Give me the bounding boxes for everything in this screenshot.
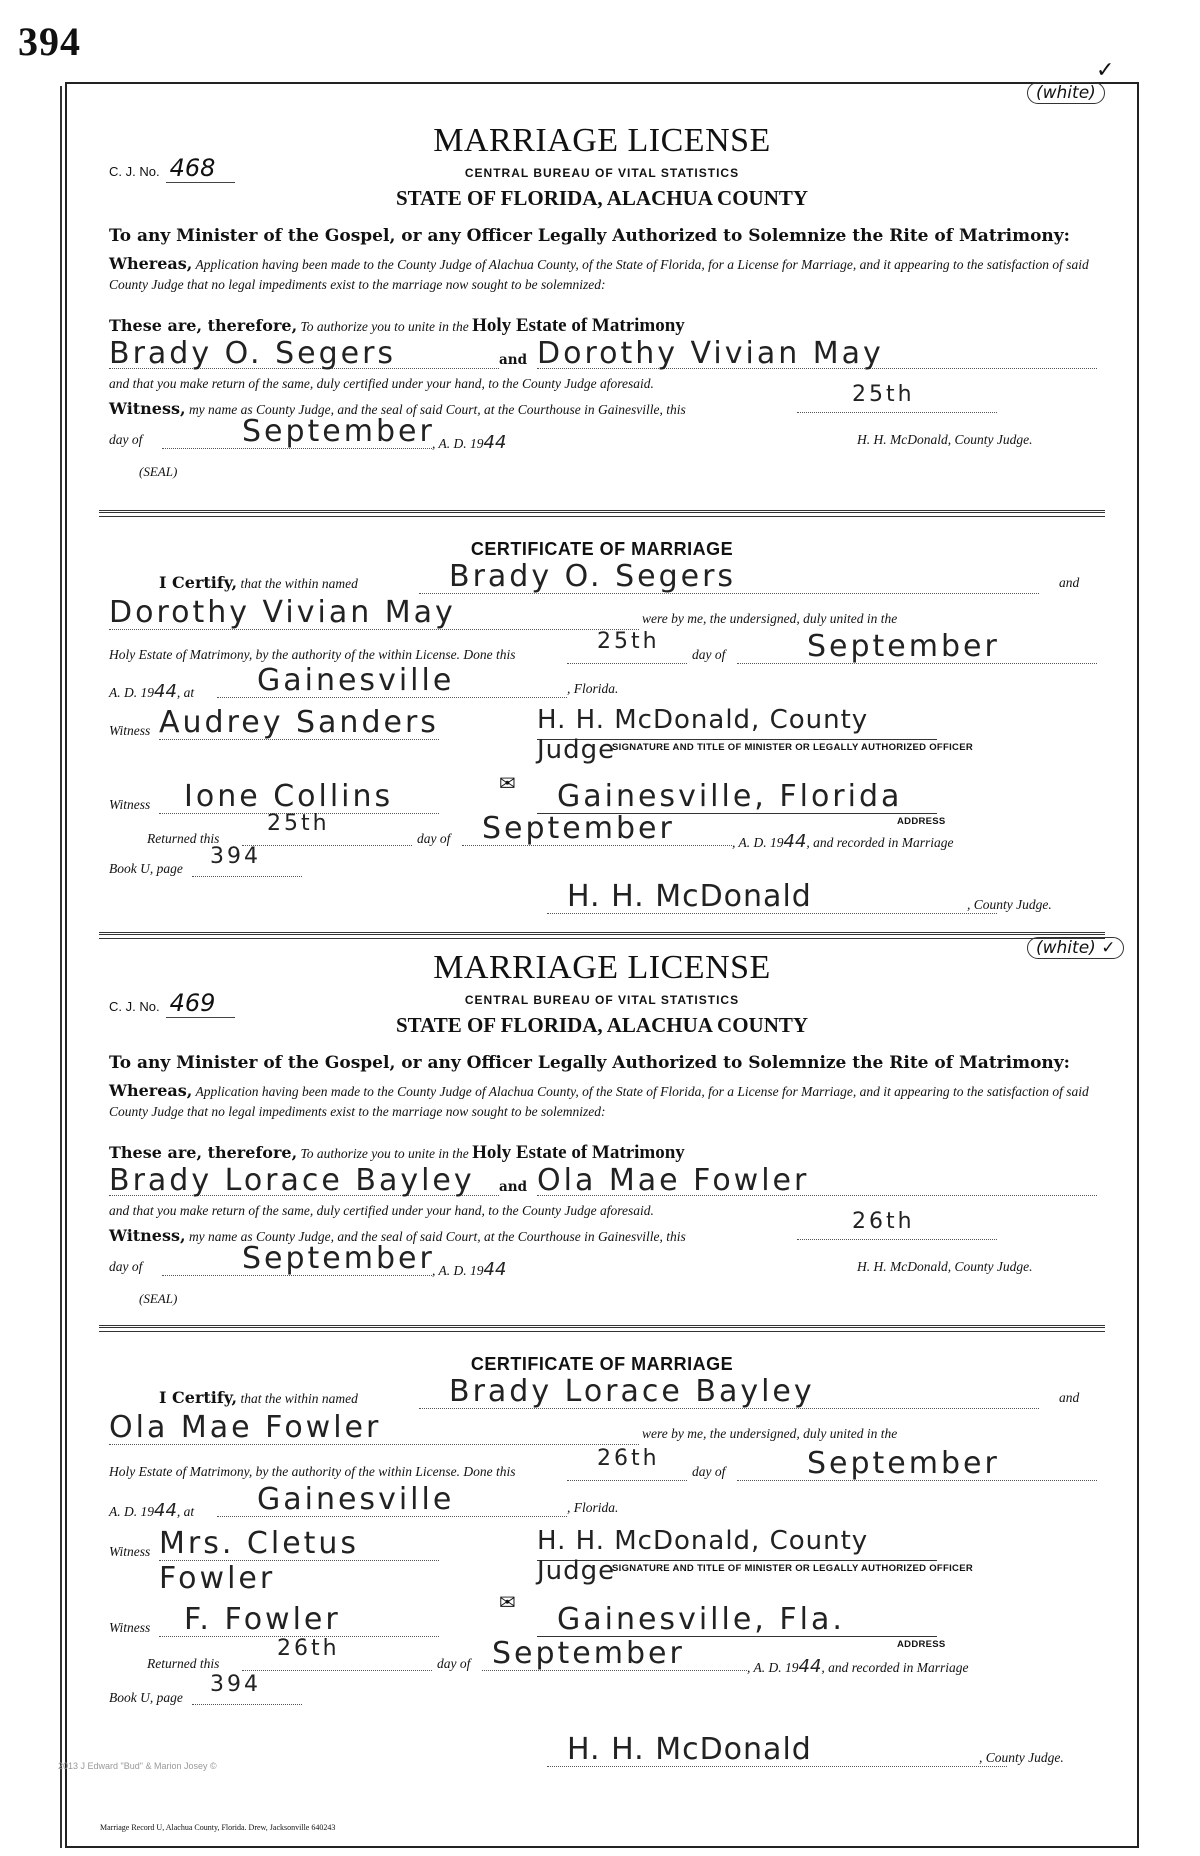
groom-name: Brady O. Segers (109, 336, 397, 371)
certificate-block-2 (67, 1354, 1137, 1844)
cert-day: 26th (597, 1446, 660, 1471)
returned-day-field (242, 1636, 432, 1671)
cert-place: Gainesville (257, 1482, 455, 1517)
cert-place: Gainesville (257, 663, 455, 698)
book-page: 394 (210, 1672, 261, 1697)
recorded-line: , A. D. 1944, and recorded in Marriage (747, 1656, 969, 1677)
whereas-paragraph: Whereas, Application having been made to the County Judge of Alachua County, of the State of Florida, for a License for Marriage, and it appearing to the satisfaction of said County Judge that no legal impediments exist to the marriage now sought to be solemnized: (109, 1081, 1089, 1119)
cert-day-field (567, 1446, 687, 1481)
returned-year: 44 (783, 831, 807, 852)
signature-title-label: SIGNATURE AND TITLE OF MINISTER OR LEGALLY AUTHORIZED OFFICER (612, 1563, 974, 1574)
license-block-2 (67, 938, 1137, 1419)
recorder-signature: H. H. McDonald (567, 879, 812, 914)
license-month: September (242, 414, 435, 449)
judge-signature: H. H. McDonald, County Judge. (857, 432, 1033, 447)
day-of-label-2: day of (692, 647, 726, 662)
license-day: 26th (852, 1209, 915, 1234)
witness2-field (159, 779, 439, 814)
book-page-field (192, 844, 302, 877)
seal-label: (SEAL) (139, 464, 178, 479)
and-word: and (499, 1179, 528, 1195)
holy-estate-line: Holy Estate of Matrimony, by the authority of the within License. Done this (109, 1464, 516, 1479)
cert-month-field (737, 1446, 1097, 1481)
holy-estate-line: Holy Estate of Matrimony, by the authority of the within License. Done this (109, 647, 516, 662)
day-of-label-3: day of (417, 831, 451, 846)
book-label: Book U, page (109, 861, 183, 876)
cert-groom: Brady Lorace Bayley (449, 1374, 815, 1409)
certificate-block-1 (67, 539, 1137, 929)
returned-this-label: Returned this (147, 831, 220, 846)
these-are-line: These are, therefore, To authorize you to unite in the Holy Estate of Matrimony (109, 315, 685, 336)
separator (99, 932, 1105, 939)
cert-groom-field (419, 559, 1039, 594)
witness1-field (159, 1526, 439, 1596)
license-day-field (797, 1209, 997, 1240)
license-subtitle: CENTRAL BUREAU OF VITAL STATISTICS (464, 166, 740, 180)
judge-signature: H. H. McDonald, County Judge. (857, 1259, 1033, 1274)
cert-place-field (217, 663, 567, 698)
frame-edge (60, 86, 62, 1848)
and-label: and (1059, 575, 1080, 590)
cert-month-field (737, 629, 1097, 664)
florida-label: , Florida. (567, 681, 619, 696)
ad-label-2: A. D. 1944, at (109, 1500, 195, 1521)
address-label: ADDRESS (897, 816, 946, 827)
cert-month: September (807, 1446, 1000, 1481)
signature-title-label: SIGNATURE AND TITLE OF MINISTER OR LEGALLY AUTHORIZED OFFICER (612, 742, 974, 753)
bride-name: Ola Mae Fowler (537, 1163, 810, 1198)
book-page-field (192, 1672, 302, 1705)
return-line: and that you make return of the same, duly certified under your hand, to the County Judge aforesaid. (109, 1203, 654, 1218)
bride-name-field (537, 336, 1097, 369)
witness-label-2: Witness (109, 1620, 151, 1635)
returned-month: September (482, 811, 675, 846)
officer-address-field (537, 779, 937, 814)
cert-month: September (807, 629, 1000, 664)
record-page-frame (65, 82, 1139, 1848)
recorder-signature-field (547, 879, 997, 914)
officer-address: Gainesville, Fla. (557, 1602, 845, 1637)
recorder-signature-field (547, 1732, 1007, 1767)
officer-address: Gainesville, Florida (557, 779, 903, 814)
stamp-icon: ✉ (499, 1592, 516, 1614)
witness-line: Witness, my name as County Judge, and the seal of said Court, at the Courthouse in Gainesville, this (109, 399, 686, 418)
address-label: ADDRESS (897, 1639, 946, 1650)
return-line: and that you make return of the same, duly certified under your hand, to the County Judge aforesaid. (109, 376, 654, 391)
returned-this-label: Returned this (147, 1656, 220, 1671)
book-page: 394 (210, 844, 261, 869)
license-day-field (797, 382, 997, 413)
returned-day-field (242, 811, 412, 846)
printer-footer: Marriage Record U, Alachua County, Florida. Drew, Jacksonville 640243 (100, 1823, 336, 1832)
officer-signature: H. H. McDonald, County Judge (537, 1526, 869, 1586)
witness-line: Witness, my name as County Judge, and the seal of said Court, at the Courthouse in Gainesville, this (109, 1226, 686, 1245)
recorded-line: , A. D. 1944, and recorded in Marriage (732, 831, 954, 852)
returned-month-field (482, 1636, 747, 1671)
white-note: (white) ✓ (1027, 937, 1124, 959)
were-by-label: were by me, the undersigned, duly united in the (642, 1426, 898, 1441)
license-month: September (242, 1241, 435, 1276)
cert-bride: Ola Mae Fowler (109, 1410, 382, 1445)
address-line: To any Minister of the Gospel, or any Officer Legally Authorized to Solemnize the Rite of Matrimony: (109, 226, 1070, 246)
certificate-title: CERTIFICATE OF MARRIAGE (470, 1354, 734, 1374)
day-of-label-3: day of (437, 1656, 471, 1671)
license-month-field (162, 1241, 435, 1276)
groom-name: Brady Lorace Bayley (109, 1163, 475, 1198)
these-are-line: These are, therefore, To authorize you to unite in the Holy Estate of Matrimony (109, 1142, 685, 1163)
certify-line: I Certify, that the within named (159, 573, 358, 592)
license-year: 44 (483, 432, 507, 453)
county-judge-label: , County Judge. (967, 897, 1052, 912)
witness1-field (159, 705, 439, 740)
florida-label: , Florida. (567, 1500, 619, 1515)
license-subtitle: CENTRAL BUREAU OF VITAL STATISTICS (464, 993, 740, 1007)
witness1-name: Audrey Sanders (159, 705, 439, 740)
cert-year: 44 (154, 1500, 177, 1521)
book-label: Book U, page (109, 1690, 183, 1705)
ad-label: , A. D. 1944 (432, 1259, 507, 1280)
license-title: MARRIAGE LICENSE (433, 122, 771, 159)
day-of-label: day of (109, 432, 143, 447)
returned-month: September (492, 1636, 685, 1671)
and-word: and (499, 352, 528, 368)
bride-name-field (537, 1163, 1097, 1196)
witness2-field (159, 1602, 439, 1637)
witness-label-1: Witness (109, 723, 151, 738)
witness-label-1: Witness (109, 1544, 151, 1559)
license-year: 44 (483, 1259, 507, 1280)
were-by-label: were by me, the undersigned, duly united in the (642, 611, 898, 626)
check-mark: ✓ (1096, 58, 1115, 83)
cert-place-field (217, 1482, 567, 1517)
witness2-name: Ione Collins (184, 779, 394, 814)
cert-day: 25th (597, 629, 660, 654)
page-number: 394 (18, 19, 81, 64)
license-month-field (162, 414, 435, 449)
cj-number-value: 468 (166, 154, 236, 183)
separator (99, 1325, 1105, 1332)
cj-number: C. J. No. 468 (109, 154, 235, 182)
witness-label-2: Witness (109, 797, 151, 812)
ad-label-2: A. D. 1944, at (109, 681, 195, 702)
separator (99, 510, 1105, 517)
white-note: (white) (1027, 82, 1105, 104)
officer-signature: H. H. McDonald, County Judge (537, 705, 869, 765)
license-block-1 (67, 84, 1137, 554)
address-line: To any Minister of the Gospel, or any Officer Legally Authorized to Solemnize the Rite of Matrimony: (109, 1053, 1070, 1073)
stamp-icon: ✉ (499, 773, 516, 795)
whereas-paragraph: Whereas, Application having been made to the County Judge of Alachua County, of the State of Florida, for a License for Marriage, and it appearing to the satisfaction of said County Judge that no legal impediments exist to the marriage now sought to be solemnized: (109, 254, 1089, 292)
ad-label: , A. D. 1944 (432, 432, 507, 453)
license-state: STATE OF FLORIDA, ALACHUA COUNTY (395, 1013, 809, 1037)
bride-name: Dorothy Vivian May (537, 336, 884, 371)
cert-bride: Dorothy Vivian May (109, 595, 456, 630)
cj-number: C. J. No. 469 (109, 989, 235, 1017)
certify-line: I Certify, that the within named (159, 1388, 358, 1407)
officer-address-field (537, 1602, 937, 1637)
cert-bride-field (109, 1410, 639, 1445)
recorder-signature: H. H. McDonald (567, 1732, 812, 1767)
copyright-watermark: 2013 J Edward "Bud" & Marion Josey © (58, 1761, 217, 1771)
license-title: MARRIAGE LICENSE (433, 949, 771, 986)
returned-year: 44 (798, 1656, 822, 1677)
groom-name-field (109, 1163, 499, 1196)
witness1-name: Mrs. Cletus Fowler (159, 1526, 360, 1596)
certificate-title: CERTIFICATE OF MARRIAGE (470, 539, 734, 559)
cj-number-value: 469 (166, 989, 236, 1018)
groom-name-field (109, 336, 499, 369)
day-of-label-2: day of (692, 1464, 726, 1479)
cert-day-field (567, 629, 687, 664)
returned-day: 25th (267, 811, 330, 836)
county-judge-label: , County Judge. (979, 1750, 1064, 1765)
cert-groom-field (419, 1374, 1039, 1409)
witness2-name: F. Fowler (184, 1602, 341, 1637)
returned-month-field (462, 811, 732, 846)
cert-bride-field (109, 595, 639, 630)
cert-groom: Brady O. Segers (449, 559, 737, 594)
license-state: STATE OF FLORIDA, ALACHUA COUNTY (395, 186, 809, 210)
cert-year: 44 (154, 681, 177, 702)
day-of-label: day of (109, 1259, 143, 1274)
and-label: and (1059, 1390, 1080, 1405)
seal-label: (SEAL) (139, 1291, 178, 1306)
license-day: 25th (852, 382, 915, 407)
returned-day: 26th (277, 1636, 340, 1661)
